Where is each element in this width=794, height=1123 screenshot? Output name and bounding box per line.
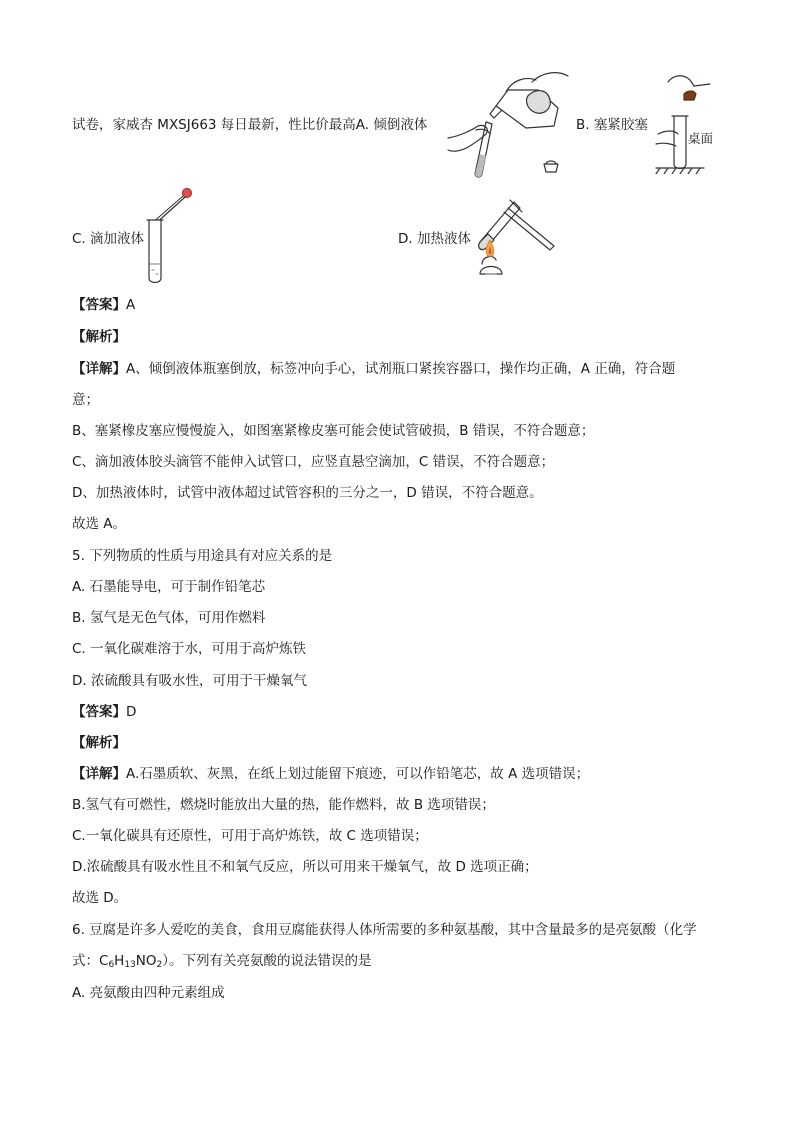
q5-detail-4: D.浓硫酸具有吸水性且不和氧气反应，所以可用来干燥氧气，故 D 选项正确；: [72, 859, 538, 875]
option-d-label: D. 加热液体: [398, 231, 471, 247]
q6-line-1: 6. 豆腐是许多人爱吃的美食，食用豆腐能获得人体所需要的多种氨基酸，其中含量最多的是亮氨酸（化学: [72, 922, 697, 938]
q4-detail-3: C、滴加液体胶头滴管不能伸入试管口，应竖直悬空滴加，C 错误，不符合题意；: [72, 454, 555, 470]
q4-detail-2: B、塞紧橡皮塞应慢慢旋入，如图塞紧橡皮塞可能会使试管破损，B 错误，不符合题意；: [72, 423, 595, 439]
q4-detail-1b: 意；: [72, 392, 99, 408]
formula-prefix: 式：C: [72, 953, 109, 969]
q5-option-c: C. 一氧化碳难溶于水，可用于高炉炼铁: [72, 641, 307, 657]
stopper-tube-figure: [654, 72, 726, 174]
q5-answer: [72, 703, 136, 721]
q5-option-a: A. 石墨能导电，可于制作铅笔芯: [72, 579, 266, 595]
detail-tag: 【详解】: [72, 361, 126, 377]
formula-sub-o: 2: [156, 960, 163, 970]
formula-suffix: ）。下列有关亮氨酸的说法错误的是: [162, 953, 372, 969]
formula-h: H: [114, 953, 125, 969]
q5-analysis-tag: 【解析】: [72, 735, 126, 751]
answer-value: D: [126, 704, 137, 720]
q6-line-2: [72, 952, 372, 974]
q5-question: 5. 下列物质的性质与用途具有对应关系的是: [72, 548, 333, 564]
heating-liquid-figure: [474, 190, 560, 282]
answer-value: A: [126, 297, 136, 313]
q4-analysis-tag: 【解析】: [72, 329, 126, 345]
q5-detail-3: C.一氧化碳具有还原性，可用于高炉炼铁，故 C 选项错误；: [72, 828, 428, 844]
option-c-label: C. 滴加液体: [72, 231, 145, 247]
q4-detail-1: [72, 360, 675, 378]
q5-detail-2: B.氢气有可燃性，燃烧时能放出大量的热，能作燃料，故 B 选项错误；: [72, 797, 495, 813]
q5-option-b: B. 氢气是无色气体，可用作燃料: [72, 610, 266, 626]
answer-tag: 【答案】: [72, 704, 126, 720]
row1-text: 试卷，家威杏 MXSJ663 每日最新，性比价最高A. 倾倒液体: [72, 117, 428, 133]
q4-detail-4: D、加热液体时，试管中液体超过试管容积的三分之一，D 错误，不符合题意。: [72, 485, 543, 501]
detail-tag: 【详解】: [72, 766, 126, 782]
detail-text: A.石墨质软、灰黑，在纸上划过能留下痕迹，可以作铅笔芯，故 A 选项错误；: [126, 766, 590, 782]
detail-text: A、倾倒液体瓶塞倒放，标签冲向手心，试剂瓶口紧挨容器口，操作均正确，A 正确，符合题: [126, 361, 676, 377]
option-b-label: B. 塞紧胶塞: [576, 117, 648, 133]
answer-tag: 【答案】: [72, 297, 126, 313]
pouring-liquid-figure: [446, 68, 570, 180]
q6-option-a: A. 亮氨酸由四种元素组成: [72, 985, 225, 1001]
q4-conclusion: 故选 A。: [72, 516, 127, 532]
dropper-figure: [145, 186, 195, 286]
q5-detail-1: [72, 765, 589, 783]
desk-label: 桌面: [688, 131, 714, 146]
q5-option-d: D. 浓硫酸具有吸水性，可用于干燥氧气: [72, 673, 307, 689]
formula-sub-c: 6: [108, 960, 115, 970]
q4-answer: [72, 296, 135, 314]
q5-conclusion: 故选 D。: [72, 890, 128, 906]
formula-sub-h: 13: [124, 960, 136, 970]
formula-no: NO: [135, 953, 157, 969]
